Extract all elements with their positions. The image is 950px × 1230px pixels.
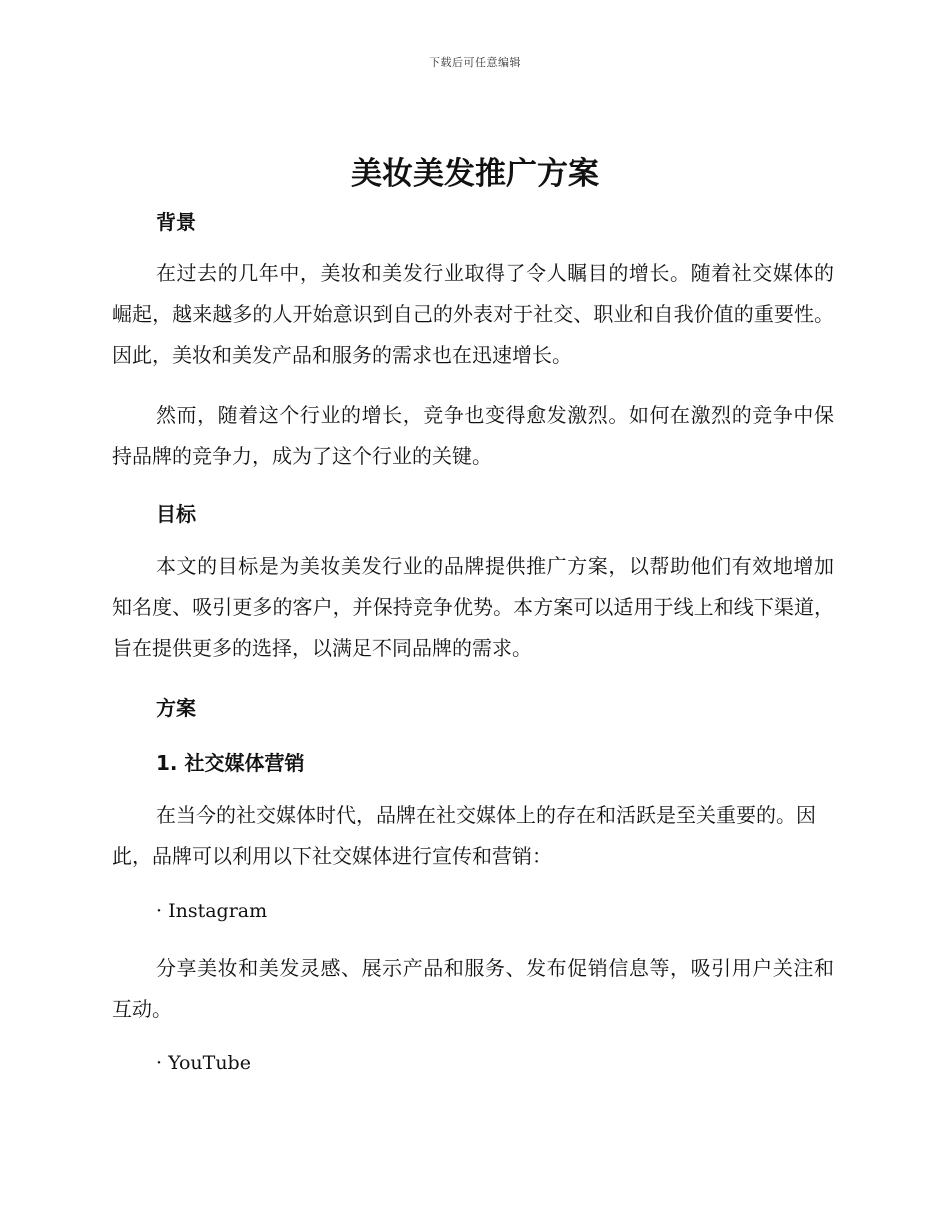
goal-paragraph-1: 本文的目标是为美妆美发行业的品牌提供推广方案，以帮助他们有效地增加知名度、吸引更多的客户，并保持竞争优势。本方案可以适用于线上和线下渠道，旨在提供更多的选择，以满足不同品牌的需求。 <box>112 554 834 660</box>
section-heading-plan: 方案 <box>156 696 196 720</box>
instagram-description: 分享美妆和美发灵感、展示产品和服务、发布促销信息等，吸引用户关注和互动。 <box>112 956 834 1021</box>
background-paragraph-1: 在过去的几年中，美妆和美发行业取得了令人瞩目的增长。随着社交媒体的崛起，越来越多的人开始意识到自己的外表对于社交、职业和自我价值的重要性。因此，美妆和美发产品和服务的需求也在迅速增长。 <box>112 261 834 367</box>
document-title: 美妆美发推广方案 <box>351 156 599 192</box>
section-heading-background: 背景 <box>156 210 196 234</box>
bullet-instagram: · Instagram <box>156 900 268 922</box>
subsection-heading-social-media: 1. 社交媒体营销 <box>156 751 305 775</box>
social-media-paragraph: 在当今的社交媒体时代，品牌在社交媒体上的存在和活跃是至关重要的。因此，品牌可以利用以下社交媒体进行宣传和营销： <box>112 803 816 868</box>
page-header-note: 下载后可任意编辑 <box>429 56 521 69</box>
bullet-youtube: · YouTube <box>156 1052 251 1074</box>
section-heading-goal: 目标 <box>156 502 196 526</box>
background-paragraph-2: 然而，随着这个行业的增长，竞争也变得愈发激烈。如何在激烈的竞争中保持品牌的竞争力，成为了这个行业的关键。 <box>112 403 834 468</box>
